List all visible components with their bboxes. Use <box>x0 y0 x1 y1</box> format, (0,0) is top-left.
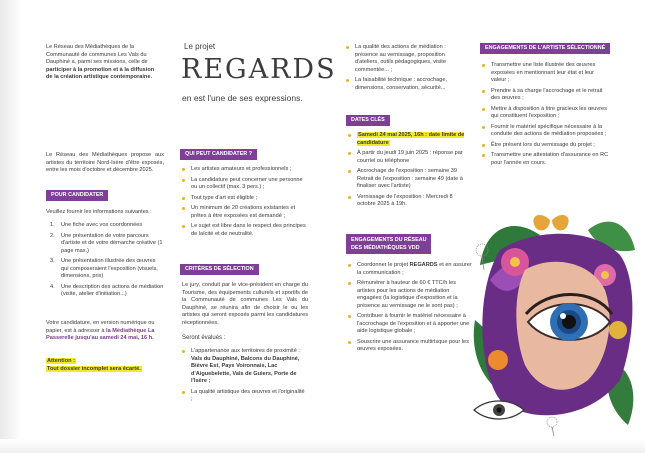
list-item: 1. Une fiche avec vos coordonnées <box>50 222 143 228</box>
section-title-engagements-reseau: ENGAGEMENTS DU RÉSEAU DES MÉDIATHÈQUES VDD <box>346 234 431 254</box>
list-item: Mettre à disposition à titre gracieux les œuvres qui constituent l'exposition ; <box>482 106 610 121</box>
list-item: Transmettre une attestation d'assurance en RC pour l'année en cours. <box>482 152 610 167</box>
send-paragraph: Votre candidature, en version numérique ou papier, est à adresser à la Médiathèque La Passerelle jusqu'au samedi 24 mai, 16 h. <box>46 320 155 341</box>
criteres-list <box>182 348 306 407</box>
list-item: Rémunérer à hauteur de 60 € TTC/h les artistes pour les actions de médiation engagées (la logistique d'exposition et la présence au vernissage ne le sont pas) ; <box>348 280 472 310</box>
intro-paragraph <box>46 44 162 82</box>
list-item: Vernissage de l'exposition : Mercredi 8 octobre 2025 à 19h. <box>348 194 470 209</box>
send-deadline: la Médiathèque La Passerelle jusqu'au samedi 24 mai, 16 h. <box>46 327 155 341</box>
eng-artiste-list <box>482 62 610 170</box>
list-item: Accrochage de l'exposition : semaine 39 Retrait de l'exposition : semaine 49 (date à finaliser avec l'artiste) <box>348 168 470 191</box>
list-item: La qualité des actions de médiation : présence au vernissage, proposition d'ateliers, outils pédagogiques, visite commentée... ; <box>346 44 468 74</box>
scan-shadow-left <box>0 0 22 453</box>
candidater-list <box>50 222 164 302</box>
section-title-dates-cles: DATES CLÉS <box>346 115 390 126</box>
list-item: Coordonner le projet REGARDS et en assurer la communication ; <box>348 262 472 277</box>
intro-text: Le Réseau des Médiathèques de la Communauté de communes Les Vals du Dauphiné a, parmi ses missions, celle de <box>46 44 148 65</box>
attention-label: Attention : <box>47 358 75 364</box>
list-item: Fournir le matériel spécifique nécessaire à la conduite des actions de médiation proposées ; <box>482 124 610 139</box>
header-pretitle: Le projet <box>184 42 216 51</box>
deadline-highlight: Samedi 24 mai 2025, 16h : date limite de candidature <box>357 132 465 146</box>
list-item: La qualité artistique des œuvres et l'originalité ; <box>182 389 306 404</box>
header-tagline: en est l'une de ses expressions. <box>182 93 303 103</box>
qui-peut-list <box>182 166 306 241</box>
list-item: La candidature peut concerner une personne ou un collectif (max. 3 pers.) ; <box>182 177 306 192</box>
attention-note <box>46 358 166 373</box>
criteres-paragraph: Le jury, conduit par le vice-président en charge du Tourisme, des équipements culturels et sportifs de la Communauté de communes Les Vals du Dauphiné, se réunira afin de choisir le ou les artistes qui seront exposés parmi les candidatures réceptionnées. <box>182 282 308 326</box>
section-title-qui-peut-candidater: QUI PEUT CANDIDATER ? <box>180 149 257 160</box>
scan-shadow-bottom <box>0 439 645 453</box>
list-item: Contribuer à fournir le matériel nécessaire à l'accrochage de l'exposition et à apporter une aide logistique globale ; <box>348 313 472 336</box>
list-item <box>348 132 470 147</box>
list-item: La faisabilité technique : accrochage, dimensions, conservation, sécurité... <box>346 77 468 92</box>
list-item: Transmettre une liste illustrée des œuvres exposées en mentionnant leur état et leur valeur ; <box>482 62 610 85</box>
list-item: Prendre à sa charge l'accrochage et le retrait des œuvres ; <box>482 88 610 103</box>
list-item: 4. Une description des actions de médiation (visite, atelier d'initiation...) <box>50 283 164 297</box>
col3-top-list <box>346 44 468 95</box>
eye-collage-illustration <box>470 210 638 438</box>
list-item: L'appartenance aux territoires de proximité : Vals du Dauphiné, Balcons du Dauphiné, Bièvre Est, Pays Voironnais, Lac d'Aiguebelette, Vals de Guiers, Porte de l'Isère ; <box>182 348 306 386</box>
list-item: Être présent lors du vernissage du projet ; <box>482 142 610 150</box>
regards-logo: REGARDS <box>181 54 337 85</box>
eng-reseau-list <box>348 262 472 357</box>
call-paragraph: Le Réseau des Médiathèques propose aux artistes du territoire Nord-Isère d'être exposés, entre les mois d'octobre et décembre 2025. <box>46 152 164 173</box>
intro-strong: participer à la promotion et à la diffusion de la création artistique contemporaine. <box>46 66 155 80</box>
list-item: Le sujet est libre dans le respect des principes de laïcité et de neutralité. <box>182 223 306 238</box>
list-item: 3. Une présentation illustrée des œuvres qui composeraient l'exposition (visuels, dimensions, prix) <box>50 258 158 279</box>
section-title-criteres: CRITÈRES DE SÉLECTION <box>180 264 259 275</box>
attention-text: Tout dossier incomplet sera écarté. <box>47 365 141 372</box>
list-item: Les artistes amateurs et professionnels ; <box>182 166 306 174</box>
list-item: 2. Une présentation de votre parcours d'artiste et de votre démarche créative (1 page max.) <box>50 232 163 254</box>
dates-list <box>348 132 470 212</box>
list-item: Un minimum de 20 créations existantes et prêtes à être exposées est demandé ; <box>182 205 306 220</box>
criteres-evaluated: Seront évalués : <box>182 335 226 341</box>
list-item: Souscrire une assurance multirisque pour les œuvres exposées. <box>348 339 472 354</box>
section-title-engagements-artiste: ENGAGEMENTS DE L'ARTISTE SÉLECTIONNÉ <box>480 43 610 54</box>
list-item: À partir du jeudi 19 juin 2025 : réponse par courriel ou téléphone <box>348 150 470 165</box>
section-title-pour-candidater: POUR CANDIDATER <box>46 190 108 201</box>
list-item: Tout type d'art est éligible ; <box>182 195 306 203</box>
candidater-lead: Veuillez fournir les informations suivantes : <box>46 209 152 215</box>
